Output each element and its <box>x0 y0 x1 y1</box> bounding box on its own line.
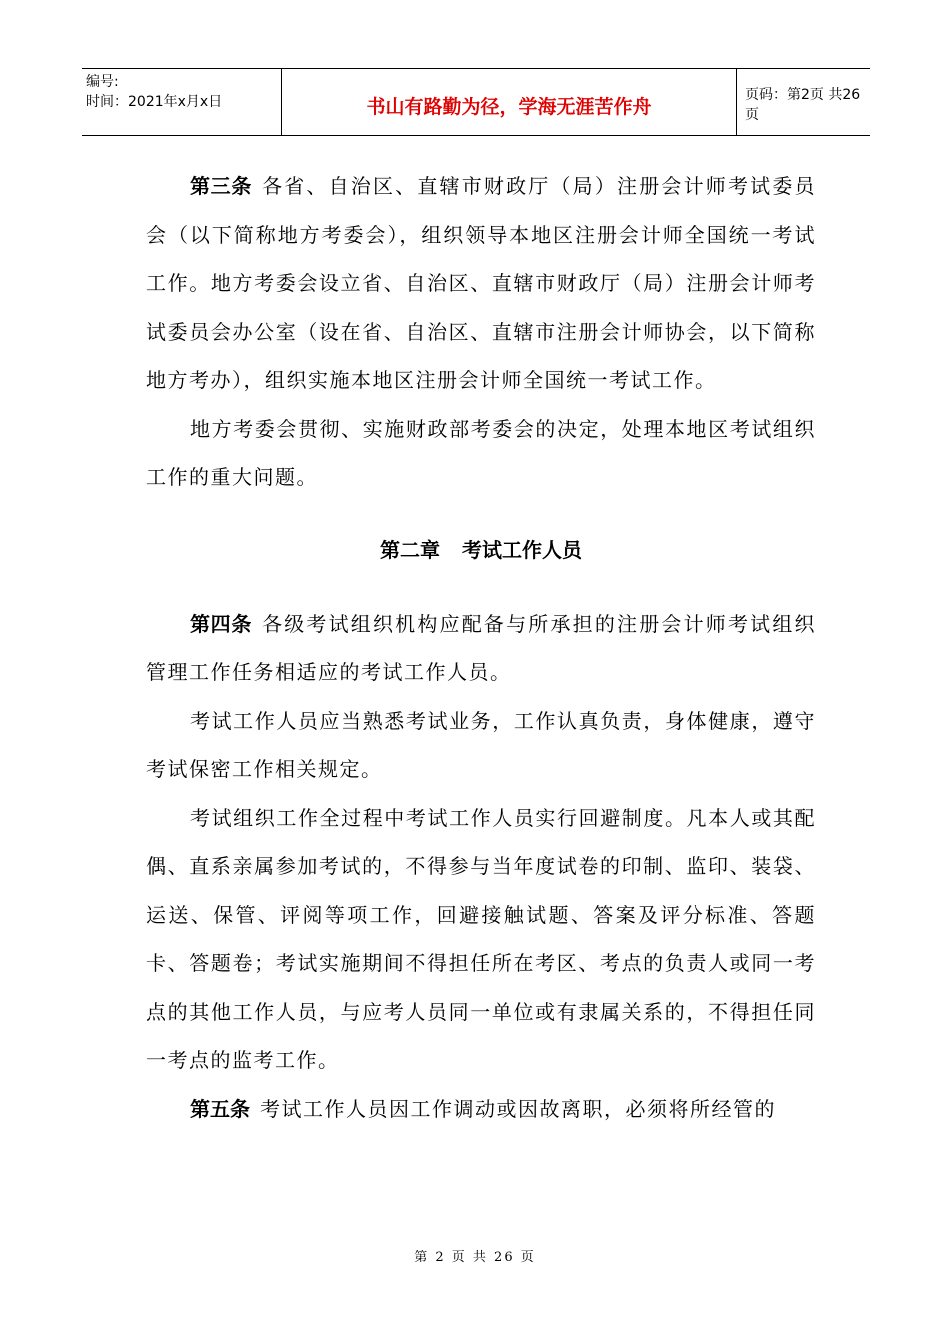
chapter-heading <box>146 530 816 570</box>
article-4-paragraph <box>146 600 816 697</box>
article-4-heading: 第四条 <box>190 611 253 636</box>
article-3-heading: 第三条 <box>190 174 253 198</box>
header-meta <box>82 69 282 135</box>
chapter-title: 考试工作人员 <box>462 537 582 562</box>
article-5-heading: 第五条 <box>190 1096 250 1121</box>
document-body <box>146 162 816 1133</box>
chapter-number: 第二章 <box>380 537 440 562</box>
header-page-info: 页码：第2页 共26页 <box>745 87 861 123</box>
page-header <box>82 68 870 136</box>
article-4-paragraph-2: 考试工作人员应当熟悉考试业务，工作认真负责，身体健康，遵守考试保密工作相关规定。 <box>146 708 816 781</box>
article-4-text: 各级考试组织机构应配备与所承担的注册会计师考试组织管理工作任务相适应的考试工作人员。 <box>146 611 817 684</box>
document-date: 时间：2021年x月x日 <box>86 94 223 110</box>
article-3-paragraph <box>146 162 816 405</box>
page-footer: 第 2 页 共 26 页 <box>414 1250 536 1265</box>
article-5-paragraph <box>146 1085 816 1134</box>
article-3-paragraph-2: 地方考委会贯彻、实施财政部考委会的决定，处理本地区考试组织工作的重大问题。 <box>146 416 816 489</box>
header-motto: 书山有路勤为径，学海无涯苦作舟 <box>282 69 737 135</box>
article-5-text: 考试工作人员因工作调动或因故离职，必须将所经管的 <box>260 1096 776 1121</box>
article-4-paragraph-3: 考试组织工作全过程中考试工作人员实行回避制度。凡本人或其配偶、直系亲属参加考试的，不得参与当年度试卷的印制、监印、装袋、运送、保管、评阅等项工作，回避接触试题、答案及评分标准、答题卡、答题卷；考试实施期间不得担任所在考区、考点的负责人或同一考点的其他工作人员，与应考人员同一单位或有隶属关系的，不得担任同一考点的监考工作。 <box>146 805 816 1072</box>
article-3-text: 各省、自治区、直辖市财政厅（局）注册会计师考试委员会（以下简称地方考委会），组织领导本地区注册会计师全国统一考试工作。地方考委会设立省、自治区、直辖市财政厅（局）注册会计师考试委员会办公室（设在省、自治区、直辖市注册会计师协会，以下简称地方考办），组织实施本地区注册会计师全国统一考试工作。 <box>146 174 817 392</box>
document-number-label: 编号: <box>86 74 119 90</box>
